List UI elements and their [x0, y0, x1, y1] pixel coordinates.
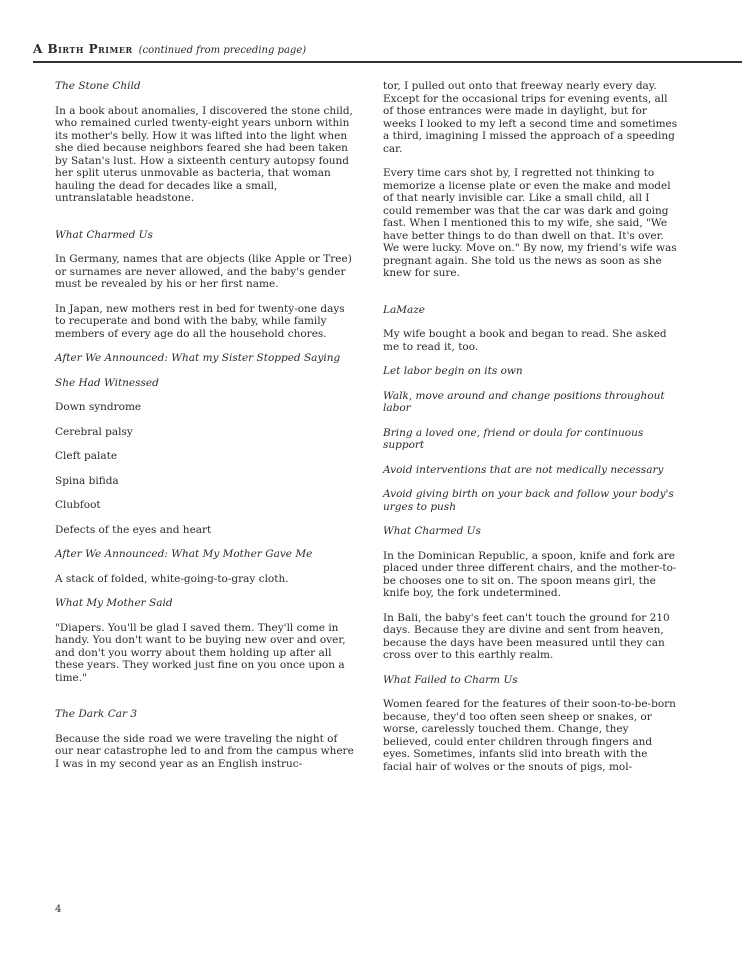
lamaze-item: Avoid giving birth on your back and follow your body's urges to push [383, 488, 674, 513]
paragraph-germany: In Germany, names that are objects (like Apple or Tree) or surnames are never allowed, and the baby's gender must be revealed by his or her first name. [55, 253, 352, 290]
lamaze-item: Let labor begin on its own [383, 365, 523, 377]
paragraph-bali: In Bali, the baby's feet can't touch the ground for 210 days. Because they are divine and sent from heaven, because the days have been measured until they can cross over to this earthly realm. [383, 611, 670, 661]
paragraph-cars: Every time cars shot by, I regretted not thinking to memorize a license plate or even the make and model of that nearly invisible car. Like a small child, all I could remember was that the car was dark and going fast. When I mentioned this to my wife, she said, "We have better things to do than dwell on that. It's over. We were lucky. Move on." By now, my friend's wife was pregnant again. She told us the news as soon as she knew for sure. [383, 167, 677, 279]
list-item: Cerebral palsy [55, 425, 133, 438]
list-item: Cleft palate [55, 450, 118, 462]
section-heading-mother-gave: After We Announced: What My Mother Gave Me [55, 548, 313, 560]
header-rule [33, 61, 742, 63]
section-heading-failed: What Failed to Charm Us [383, 673, 518, 686]
paragraph-dark-car: Because the side road we were traveling the night of our near catastrophe led to and from the campus where I was in my second year as an English instruc- [55, 732, 354, 770]
section-heading-charmed-2: What Charmed Us [383, 525, 481, 537]
section-heading-sister: After We Announced: What my Sister Stopped Saying [55, 352, 341, 364]
lamaze-item: Walk, move around and change positions throughout labor [383, 389, 665, 414]
section-heading-charmed: What Charmed Us [55, 228, 153, 241]
lamaze-item: Bring a loved one, friend or doula for continuous support [383, 426, 644, 451]
paragraph-failed: Women feared for the features of their soon-to-be-born because, they'd too often seen sheep or snakes, or worse, carelessly touched them. Change, they believed, could enter children through fingers and eyes. Sometimes, infants slid into breath with the facial hair of wolves or the snouts of pigs, mol- [383, 698, 676, 773]
running-header [33, 42, 723, 56]
subheading-witnessed: She Had Witnessed [55, 376, 159, 389]
paragraph-mother-gave: A stack of folded, white-going-to-gray cloth. [55, 572, 289, 585]
paragraph-stone-child: In a book about anomalies, I discovered the stone child, who remained curled twenty-eight years unborn within its mother's belly. How it was lifted into the light when she died because neighbors feared she had been taken by Satan's lust. How a sixteenth century autopsy found her split uterus unmovable as bacteria, that woman hauling the dead for decades like a small, untranslatable headstone. [55, 104, 353, 204]
page-number: 4 [55, 904, 62, 915]
right-column [383, 80, 679, 785]
paragraph-continued: tor, I pulled out onto that freeway nearly every day. Except for the occasional trips for evening events, all of those entrances were made in daylight, but for weeks I looked to my left a second time and sometimes a third, imagining I missed the approach of a speeding car. [383, 80, 678, 155]
paragraph-lamaze: My wife bought a book and began to read. She asked me to read it, too. [383, 328, 667, 353]
list-item: Clubfoot [55, 499, 101, 511]
list-item: Spina bifida [55, 474, 119, 487]
paragraph-japan: In Japan, new mothers rest in bed for twenty-one days to recuperate and bond with the baby, while family members of every age do all the household chores. [55, 302, 345, 340]
paragraph-mother-said: "Diapers. You'll be glad I saved them. They'll come in handy. You don't want to be buying new over and over, and don't you worry about them holding up after all these years. They worked just fine on you once upon a time." [55, 621, 346, 684]
lamaze-item: Avoid interventions that are not medically necessary [383, 463, 664, 476]
running-subtitle: (continued from preceding page) [138, 45, 307, 56]
running-title: A Birth Primer [33, 42, 133, 56]
section-heading-lamaze: LaMaze [383, 303, 425, 316]
section-heading-dark-car: The Dark Car 3 [55, 708, 138, 720]
list-item: Down syndrome [55, 401, 142, 413]
section-heading-mother-said: What My Mother Said [55, 597, 173, 609]
left-column [55, 80, 355, 782]
paragraph-dominican: In the Dominican Republic, a spoon, knife and fork are placed under three different chairs, and the mother-to-be chooses one to sit on. The spoon means girl, the knife boy, the fork undetermined. [383, 549, 677, 599]
section-heading-stone-child: The Stone Child [55, 80, 141, 92]
list-item: Defects of the eyes and heart [55, 523, 212, 536]
